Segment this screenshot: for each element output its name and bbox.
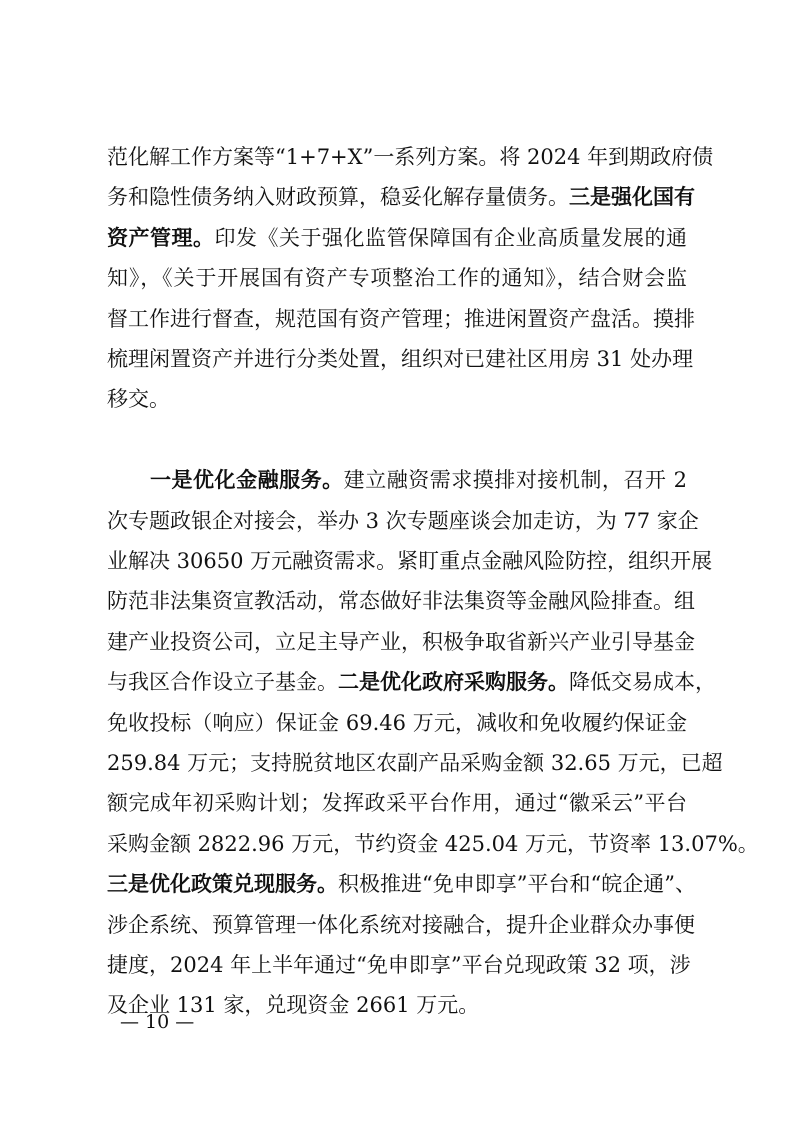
- text-run: 及企业 131 家，兑现资金 2661 万元。: [107, 993, 480, 1018]
- body-line: [107, 305, 695, 334]
- body-line: [107, 628, 695, 657]
- body-line: [107, 547, 713, 576]
- text-run: 范化解工作方案等“1+7+X”一系列方案。将 2024 年到期政府债: [107, 145, 714, 169]
- bold-lead-phrase: 一是优化金融服务。: [150, 468, 344, 493]
- body-line: [107, 911, 695, 940]
- body-line: [107, 507, 699, 536]
- text-run: 建产业投资公司，立足主导产业，积极争取省新兴产业引导基金: [107, 629, 695, 654]
- text-run: 捷度，2024 年上半年通过“免申即享”平台兑现政策 32 项，涉: [107, 953, 691, 977]
- text-run: 积极推进“免申即享”平台和“皖企通”、: [338, 872, 696, 897]
- body-line: [107, 224, 687, 253]
- body-line: [107, 749, 723, 778]
- text-run: 次专题政银企对接会，举办 3 次专题座谈会加走访，为 77 家企: [107, 508, 699, 533]
- text-run: 额完成年初采购计划；发挥政采平台作用，通过“徽采云”平台: [107, 791, 687, 816]
- text-run: 知》，《关于开展国有资产专项整治工作的通知》，结合财会监: [107, 266, 687, 291]
- body-line: [107, 870, 696, 899]
- body-line: [107, 668, 716, 697]
- body-line: [107, 789, 687, 818]
- body-line: [107, 183, 695, 212]
- body-line: [107, 345, 694, 374]
- text-run: 259.84 万元；支持脱贫地区农副产品采购金额 32.65 万元，已超: [107, 751, 723, 775]
- body-line: [107, 385, 687, 414]
- text-run: 印发《关于强化监管保障国有企业高质量发展的通: [214, 225, 687, 250]
- page-number: — 10 —: [120, 1011, 195, 1033]
- text-run: 防范非法集资宣教活动，常态做好非法集资等金融风险排查。组: [107, 589, 695, 614]
- bold-lead-phrase: 二是优化政府采购服务。: [338, 670, 569, 695]
- body-line: [107, 951, 691, 980]
- body-line: [107, 587, 695, 616]
- section-heading: [140, 426, 677, 455]
- text-run: 务和隐性债务纳入财政预算，稳妥化解存量债务。: [107, 185, 569, 210]
- text-run: 梳理闲置资产并进行分类处置，组织对已建社区用房 31 处办理: [107, 347, 694, 371]
- text-run: 移交。: [107, 387, 170, 412]
- text-run: 业解决 30650 万元融资需求。紧盯重点金融风险防控，组织开展: [107, 549, 713, 573]
- bold-lead-phrase: 三是强化国有: [569, 185, 695, 210]
- text-run: 督工作进行督查，规范国有资产管理；推进闲置资产盘活。摸排: [107, 306, 695, 331]
- bold-lead-phrase: 资产管理。: [107, 225, 215, 250]
- text-run: 免收投标（响应）保证金 69.46 万元，减收和免收履约保证金: [107, 710, 687, 735]
- text-run: 涉企系统、预算管理一体化系统对接融合，提升企业群众办事便: [107, 912, 695, 937]
- body-line: [107, 264, 687, 293]
- body-line: [150, 466, 687, 495]
- text-run: 与我区合作设立子基金。: [107, 670, 338, 695]
- text-run: 降低交易成本，: [569, 670, 716, 695]
- text-run: 建立融资需求摸排对接机制，召开 2: [343, 468, 687, 493]
- body-line: [107, 143, 714, 172]
- body-line: [107, 709, 687, 738]
- bold-lead-phrase: 三是优化政策兑现服务。: [107, 872, 338, 897]
- body-line: [107, 830, 759, 859]
- text-run: 采购金额 2822.96 万元，节约资金 425.04 万元，节资率 13.07%。: [107, 831, 759, 856]
